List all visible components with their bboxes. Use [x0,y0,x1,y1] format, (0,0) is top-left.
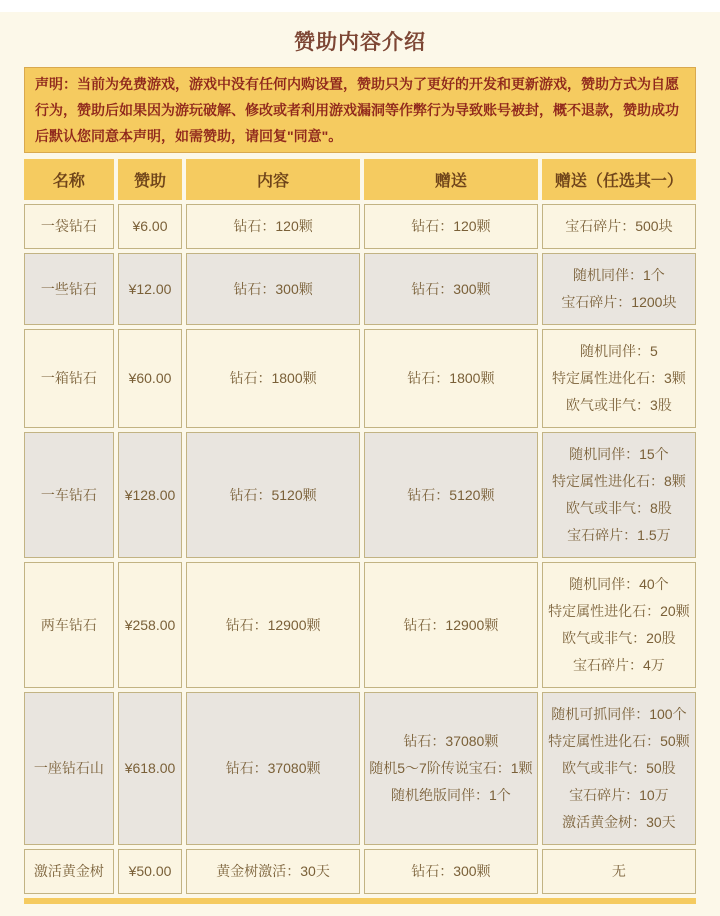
price-cell: ¥258.00 [118,562,182,688]
gift-cell [364,562,538,688]
line-item: 特定属性进化石：20颗 [548,603,690,619]
gift-choice-cell [542,204,696,249]
line-item: 钻石：12900颗 [403,616,499,633]
content-cell [186,204,360,249]
line-item: 钻石：37080颗 [225,760,321,776]
line-item: 黄金树激活：30天 [216,863,330,879]
line-item: 宝石碎片：10万 [569,787,669,803]
gift-choice-cell [542,562,696,688]
line-item: 宝石碎片：1.5万 [567,527,671,543]
line-item: 钻石：120颗 [233,218,313,234]
tier-name-cell: 一座钻石山 [24,692,114,845]
table-row [24,562,696,688]
tier-name-cell: 一箱钻石 [24,329,114,428]
line-item: 特定属性进化石：8颗 [552,473,686,489]
line-item: 激活黄金树：30天 [562,814,676,830]
gift-choice-cell [542,849,696,894]
gift-cell [364,329,538,428]
line-item: 钻石：1800颗 [407,370,495,386]
line-item: 无 [611,863,626,879]
gift-cell [364,849,538,894]
price-cell: ¥128.00 [118,432,182,558]
price-cell: ¥12.00 [118,253,182,325]
price-cell: ¥6.00 [118,204,182,249]
line-item: 欧气或非气：8股 [566,500,672,516]
line-item: 随机同伴：40个 [569,576,669,592]
column-header-name: 名称 [24,159,114,200]
bottom-accent-bar [24,898,696,904]
line-item: 随机5～7阶传说宝石：1颗 [369,760,533,776]
header-row [24,159,696,200]
line-item: 钻石：1800颗 [229,370,317,386]
table-row [24,849,696,894]
content-cell [186,329,360,428]
content-cell [186,253,360,325]
tier-name-cell: 一袋钻石 [24,204,114,249]
content-panel [0,12,720,916]
line-item: 钻石：37080颗 [403,733,499,749]
line-item: 随机绝版同伴：1个 [390,787,511,803]
line-item: 钻石：300颗 [411,863,491,879]
line-item: 特定属性进化石：3颗 [552,370,686,386]
line-item: 随机同伴：1个 [573,267,665,283]
line-item: 宝石碎片：1200块 [561,294,677,310]
gift-choice-cell [542,432,696,558]
line-item: 钻石：300颗 [411,280,491,297]
price-cell: ¥60.00 [118,329,182,428]
page-title: 赞助内容介绍 [294,31,426,54]
gift-choice-cell [542,253,696,325]
price-cell: ¥50.00 [118,849,182,894]
content-cell [186,432,360,558]
content-cell [186,562,360,688]
line-item: 钻石：5120颗 [229,486,317,503]
column-header-content: 内容 [186,159,360,200]
sponsor-table [20,155,700,898]
line-item: 欧气或非气：50股 [562,760,676,776]
table-row [24,204,696,249]
tier-name-cell: 一车钻石 [24,432,114,558]
top-strip [0,0,720,12]
column-header-gift-choice: 赠送（任选其一） [542,159,696,200]
table-row [24,253,696,325]
line-item: 钻石：300颗 [233,280,313,297]
gift-cell [364,692,538,845]
content-cell [186,692,360,845]
gift-choice-cell [542,692,696,845]
line-item: 随机同伴：15个 [569,446,669,462]
table-row [24,692,696,845]
gift-choice-cell [542,329,696,428]
table-row [24,329,696,428]
line-item: 欧气或非气：20股 [562,630,676,646]
column-header-price: 赞助 [118,159,182,200]
line-item: 钻石：12900颗 [225,616,321,633]
disclaimer-box: 声明：当前为免费游戏，游戏中没有任何内购设置，赞助只为了更好的开发和更新游戏，赞助方式为自愿行为，赞助后如果因为游玩破解、修改或者利用游戏漏洞等作弊行为导致账号被封，概不退款，赞助成功后默认您同意本声明，如需赞助，请回复"同意"。 [24,67,696,153]
line-item: 钻石：5120颗 [407,486,495,503]
price-cell: ¥618.00 [118,692,182,845]
tier-name-cell: 两车钻石 [24,562,114,688]
gift-cell [364,204,538,249]
table-body [24,204,696,894]
tier-name-cell: 一些钻石 [24,253,114,325]
content-cell [186,849,360,894]
line-item: 宝石碎片：500块 [565,218,673,234]
line-item: 欧气或非气：3股 [566,397,672,413]
tier-name-cell: 激活黄金树 [24,849,114,894]
table-row [24,432,696,558]
line-item: 钻石：120颗 [411,218,491,234]
line-item: 随机可抓同伴：100个 [551,706,687,722]
gift-cell [364,253,538,325]
gift-cell [364,432,538,558]
line-item: 特定属性进化石：50颗 [548,733,690,749]
line-item: 宝石碎片：4万 [573,657,665,673]
line-item: 随机同伴：5 [580,343,658,359]
column-header-gift: 赠送 [364,159,538,200]
